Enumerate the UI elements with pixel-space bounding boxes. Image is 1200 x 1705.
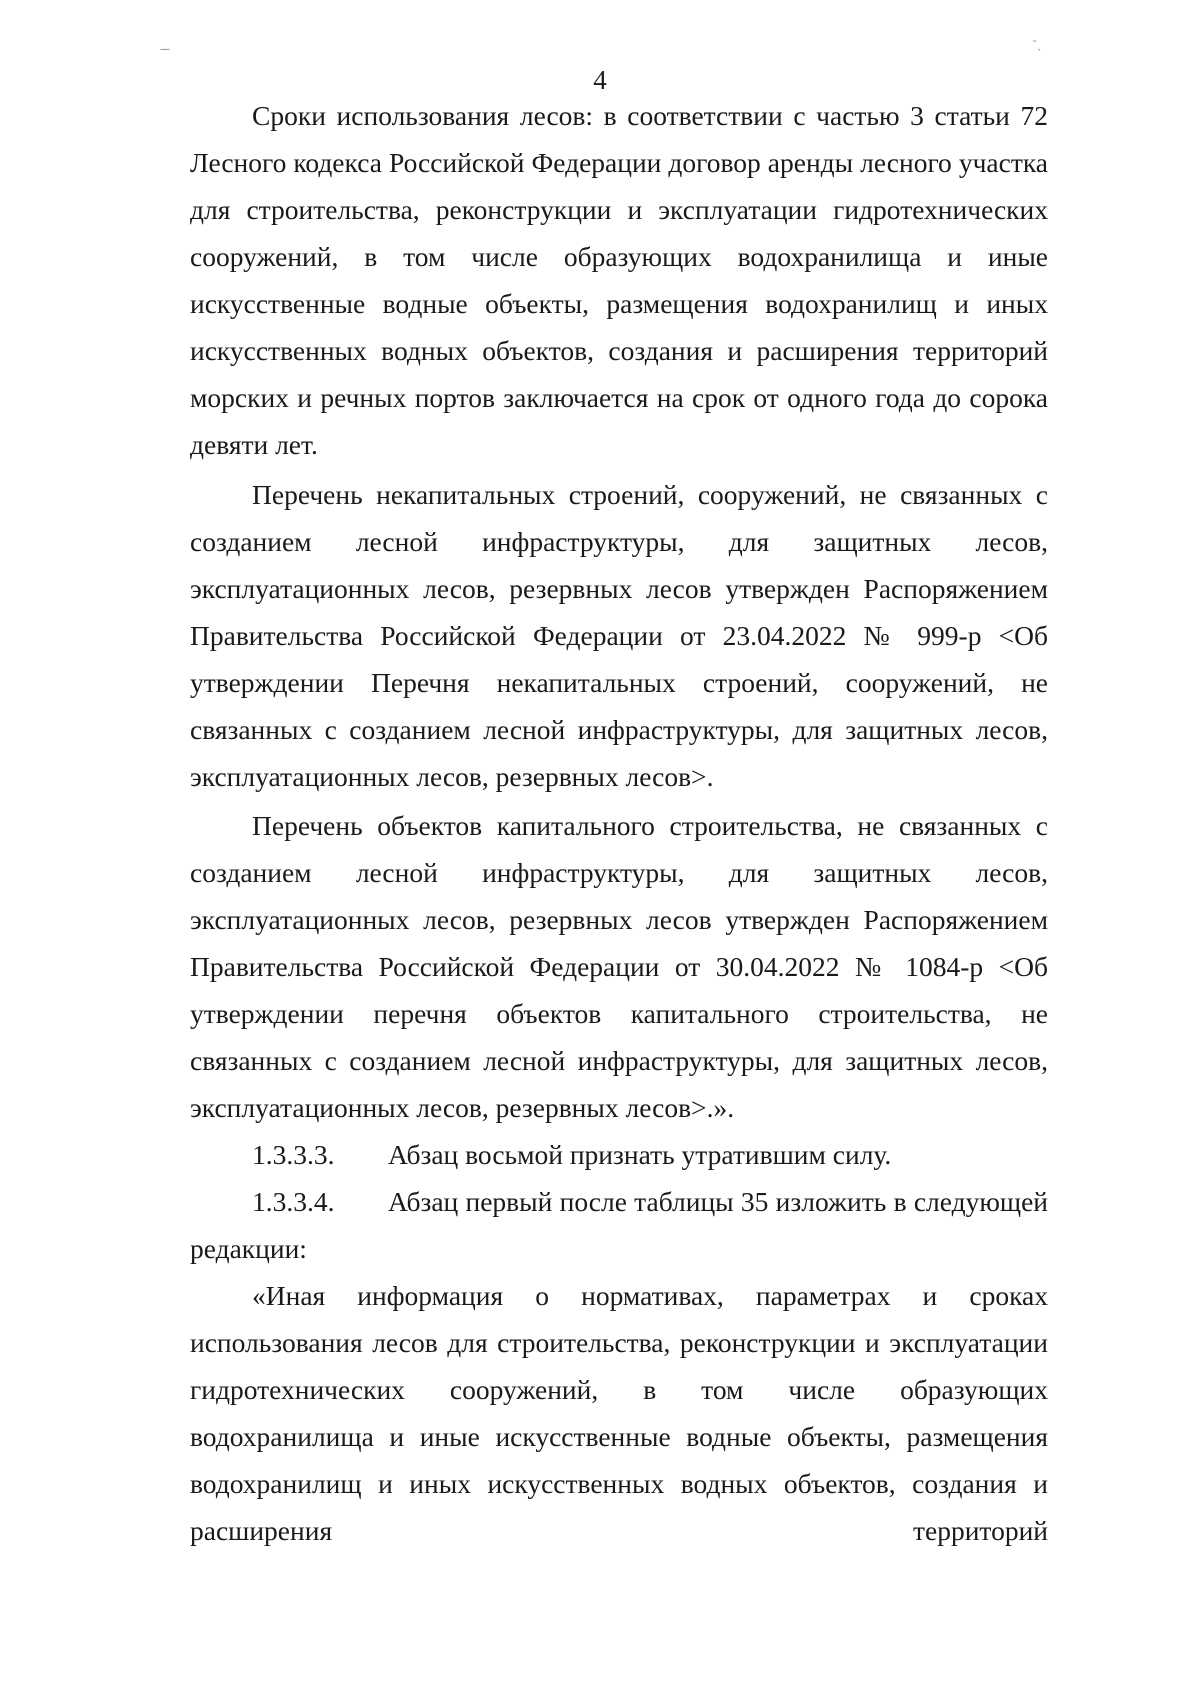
paragraph-usage-terms: Сроки использования лесов: в соответствии с частью 3 статьи 72 Лесного кодекса Российской Федерации договор аренды лесного участка для строительства, реконструкции и эксплуатации гидротехнических сооружений, в том числе образующих водохранилища и иные искусственные водные объекты, размещения водохранилищ и иных искусственных водных объектов, создания и расширения территорий морских и речных портов заключается на срок от одного года до сорока девяти лет. bbox=[190, 100, 1048, 460]
item-text: Абзац первый после таблицы 35 изложить в следующей редакции: bbox=[190, 1186, 1048, 1264]
item-number: 1.3.3.3. bbox=[252, 1139, 335, 1170]
scan-mark-right: ˜ˎ bbox=[1032, 40, 1042, 51]
document-body bbox=[190, 92, 1048, 1554]
paragraph-noncapital-list: Перечень некапитальных строений, сооружений, не связанных с созданием лесной инфраструктуры, для защитных лесов, эксплуатационных лесов, резервных лесов утвержден Распоряжением Правительства Российской Федерации от 23.04.2022 № 999-р <Об утверждении Перечня некапитальных строений, сооружений, не связанных с созданием лесной инфраструктуры, для защитных лесов, эксплуатационных лесов, резервных лесов>. bbox=[190, 479, 1048, 792]
page-number: 4 bbox=[593, 65, 607, 95]
paragraph-capital-list: Перечень объектов капитального строительства, не связанных с созданием лесной инфраструктуры, для защитных лесов, эксплуатационных лесов, резервных лесов утвержден Распоряжением Правительства Российской Федерации от 30.04.2022 № 1084-р <Об утверждении перечня объектов капитального строительства, не связанных с созданием лесной инфраструктуры, для защитных лесов, эксплуатационных лесов, резервных лесов>.». bbox=[190, 810, 1048, 1123]
paragraph-new-wording: «Иная информация о нормативах, параметрах и сроках использования лесов для строительства, реконструкции и эксплуатации гидротехнических сооружений, в том числе образующих водохранилища и иные искусственные водные объекты, размещения водохранилищ и иных искусственных водных объектов, создания и расширения территорий bbox=[190, 1280, 1048, 1546]
item-number: 1.3.3.4. bbox=[252, 1186, 335, 1217]
item-1-3-3-4 bbox=[190, 1178, 1048, 1272]
item-1-3-3-3 bbox=[190, 1131, 1048, 1178]
item-text: Абзац восьмой признать утратившим силу. bbox=[388, 1139, 892, 1170]
scan-mark-left: — bbox=[160, 44, 170, 55]
